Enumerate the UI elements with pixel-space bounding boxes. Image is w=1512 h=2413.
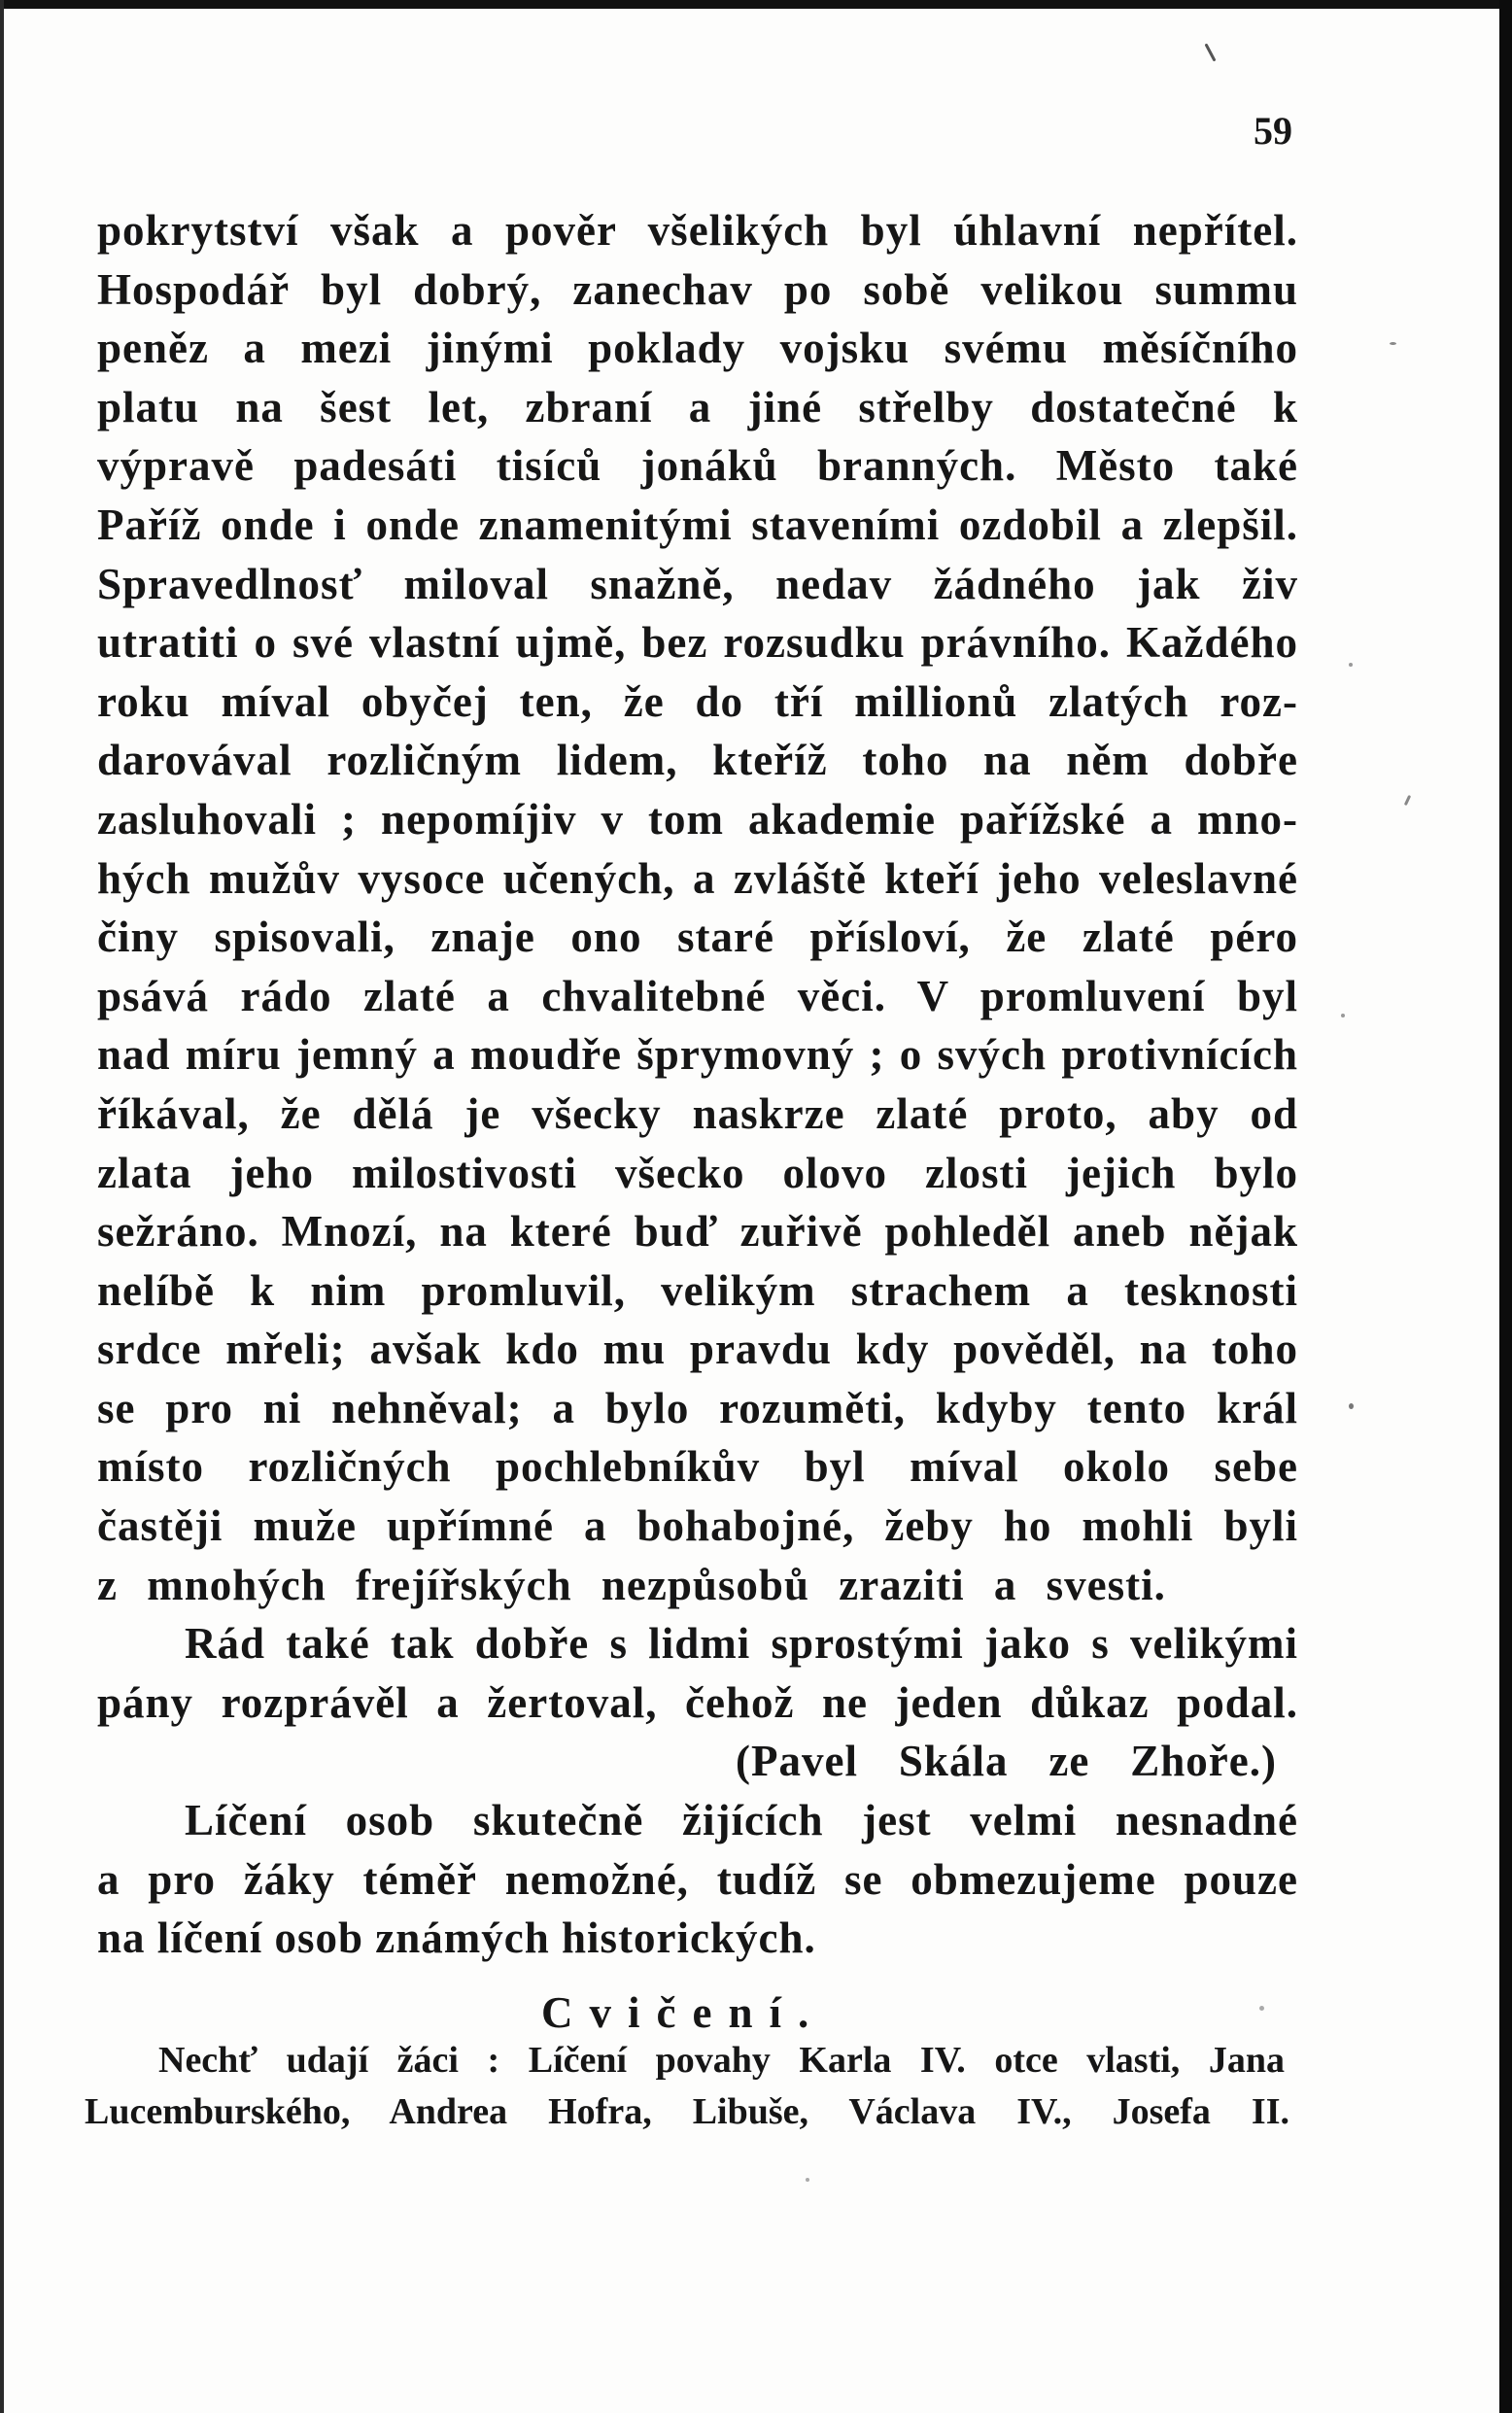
text-line: nelíbě k nim promluvil, velikým strachem a tesknosti (97, 1265, 1298, 1315)
exercise-line: Nechť udají žáci : Líčení povahy Karla IV. otce vlasti, Jana (158, 2040, 1285, 2081)
scan-edge-right (1499, 0, 1512, 2413)
text-line: se pro ni nehněval; a bylo rozuměti, kdyby tento král (97, 1383, 1298, 1432)
text-line: darovával rozličným lidem, kteříž toho na něm dobře (97, 736, 1298, 785)
scan-speck (1404, 795, 1411, 806)
exercise-text (85, 2035, 1289, 2138)
scan-speck (1259, 2006, 1264, 2011)
text-line: výpravě padesáti tisíců jonáků branných. Město také (97, 441, 1298, 491)
text-line: na líčení osob známých historických. (97, 1913, 816, 1963)
text-line: místo rozličných pochlebníkův byl míval okolo sebe (97, 1442, 1298, 1492)
text-line: hých mužův vysoce učených, a zvláště kteří jeho veleslavné (97, 853, 1298, 903)
commentary-paragraph (97, 1791, 1298, 1968)
text-line: Rád také tak dobře s lidmi sprostými jako s velikými (185, 1619, 1298, 1669)
text-line: činy spisovali, znaje ono staré přísloví, že zlaté péro (97, 913, 1298, 962)
text-line: častěji muže upřímné a bohabojné, žeby ho mohli byli (97, 1501, 1298, 1551)
text-line: sežráno. Mnozí, na které buď zuřivě pohleděl aneb nějak (97, 1207, 1298, 1257)
scan-speck (1390, 342, 1396, 345)
text-line: Paříž onde i onde znamenitými staveními ozdobil a zlepšil. (97, 500, 1298, 549)
scan-speck (1349, 1403, 1354, 1409)
exercise-line: Lucemburského, Andrea Hofra, Libuše, Václava IV., Josefa II. (85, 2091, 1289, 2132)
text-line: srdce mřeli; avšak kdo mu pravdu kdy pověděl, na toho (97, 1325, 1298, 1374)
text-line: Hospodář byl dobrý, zanechav po sobě velikou summu (97, 264, 1298, 314)
text-line: nad míru jemný a moudře šprymovný ; o svých protivnících (97, 1030, 1298, 1080)
text-line: zlata jeho milostivosti všecko olovo zlosti jejich bylo (97, 1148, 1298, 1197)
scan-edge-left (0, 0, 4, 2413)
text-line: Spravedlnosť miloval snažně, nedav žádného jak živ (97, 559, 1298, 608)
text-line: říkával, že dělá je všecky naskrze zlaté proto, aby od (97, 1088, 1298, 1138)
text-line: pány rozprávěl a žertoval, čehož ne jeden důkaz podal. (97, 1677, 1298, 1727)
scan-speck (1204, 43, 1216, 61)
text-line: Líčení osob skutečně žijících jest velmi nesnadné (185, 1796, 1298, 1845)
quote-paragraph (97, 201, 1298, 1614)
text-line: peněz a mezi jinými poklady vojsku svému měsíčního (97, 324, 1298, 373)
body-text (97, 201, 1298, 1968)
text-line: z mnohých frejířských nezpůsobů zraziti a svesti. (97, 1560, 1166, 1609)
text-line: pokrytství však a pověr všelikých byl úhlavní nepřítel. (97, 206, 1298, 255)
text-line: a pro žáky téměř nemožné, tudíž se obmezujeme pouze (97, 1854, 1298, 1904)
scan-speck (1349, 663, 1353, 667)
quote-attribution: (Pavel Skála ze Zhoře.) (736, 1737, 1277, 1786)
exercise-heading: Cvičení. (541, 1988, 826, 2037)
text-line: zasluhovali ; nepomíjiv v tom akademie pařížské a mno- (97, 794, 1298, 844)
scan-edge-top (0, 0, 1512, 9)
quote-paragraph (97, 1614, 1298, 1732)
text-line: psává rádo zlaté a chvalitebné věci. V promluvení byl (97, 971, 1298, 1020)
text-line: utratiti o své vlastní ujmě, bez rozsudku právního. Každého (97, 618, 1298, 668)
scan-speck (806, 2178, 809, 2182)
text-line: platu na šest let, zbraní a jiné střelby dostatečné k (97, 382, 1298, 431)
page-number: 59 (1254, 109, 1292, 153)
text-line: roku míval obyčej ten, že do tří millionů zlatých roz- (97, 676, 1298, 726)
scan-speck (1341, 1014, 1345, 1017)
